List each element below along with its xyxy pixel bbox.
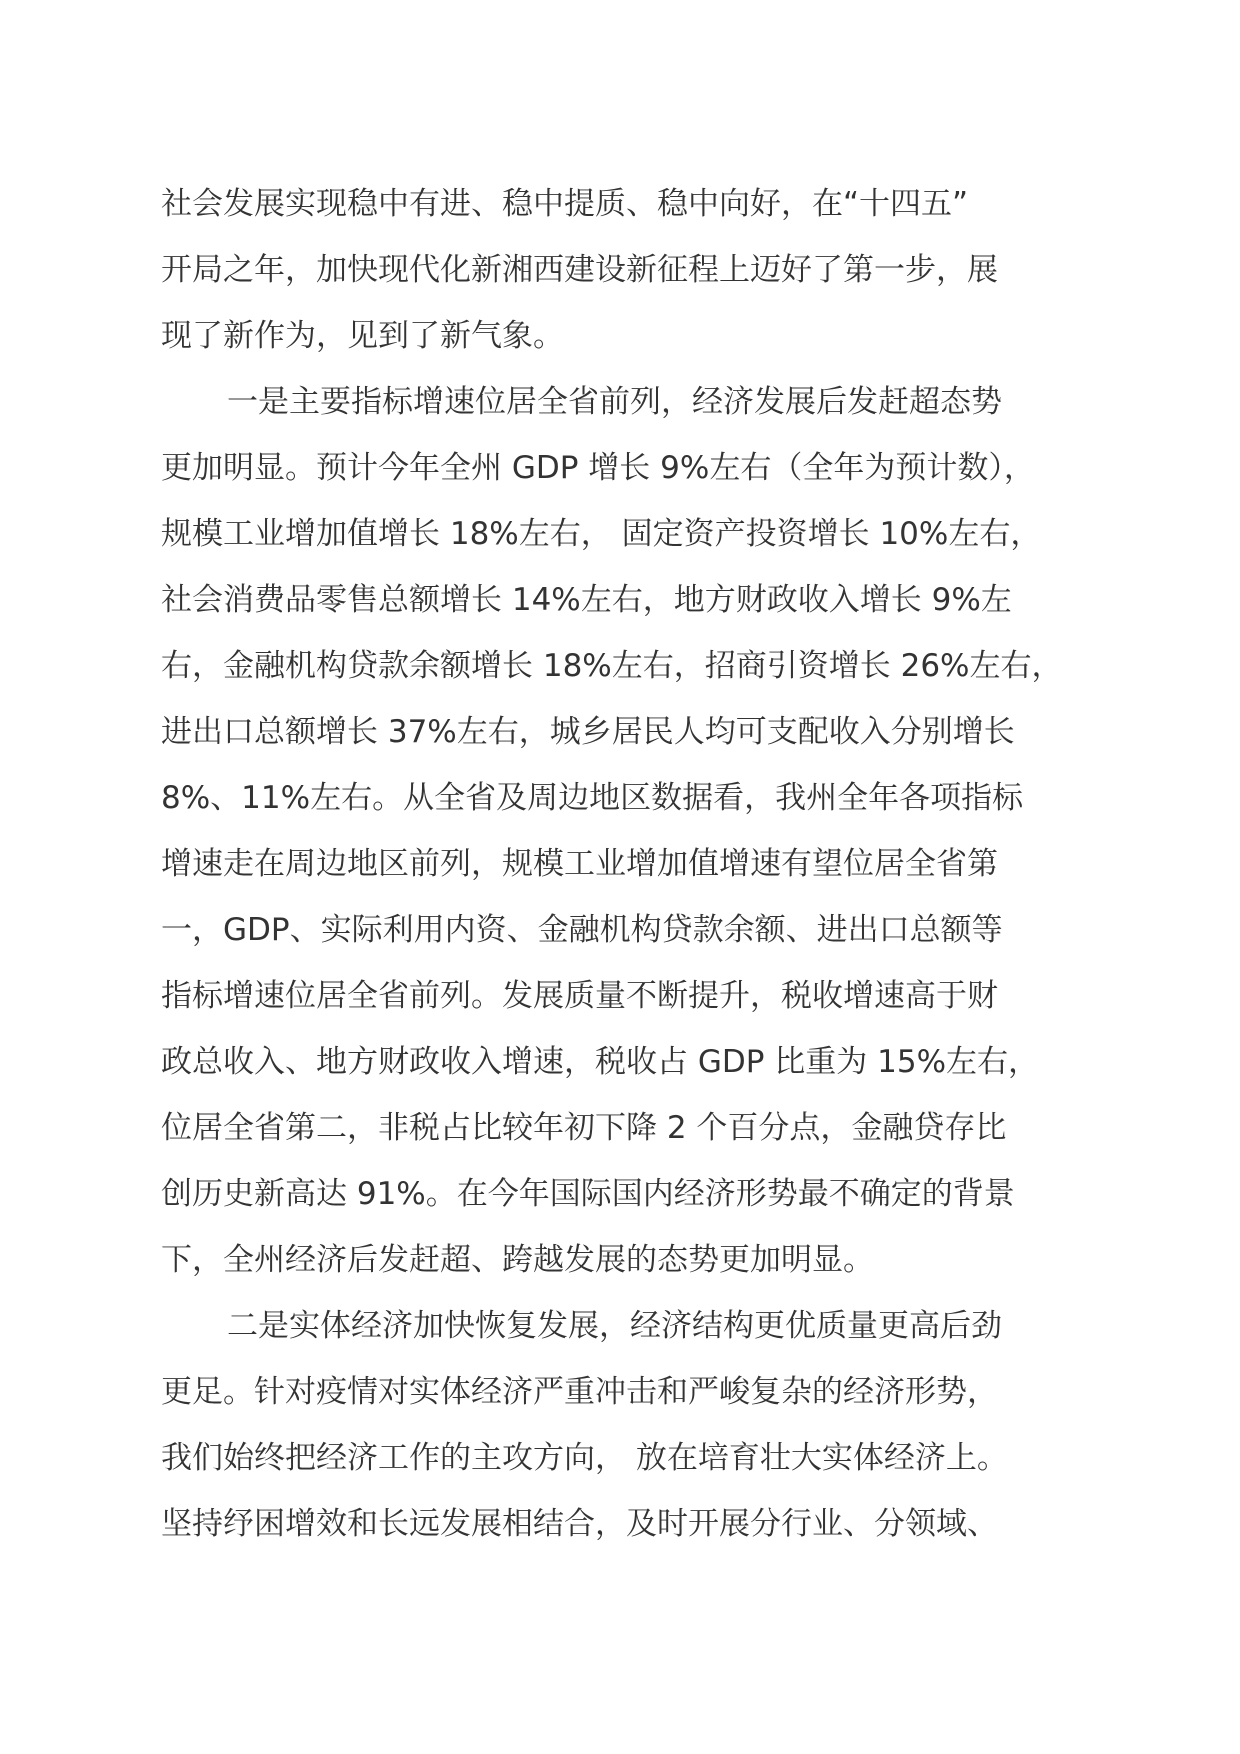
text-line: 社会发展实现稳中有进、稳中提质、稳中向好，在“十四五” (161, 186, 969, 222)
text-line: 开局之年，加快现代化新湘西建设新征程上迈好了第一步，展 (161, 252, 998, 288)
text-line: 我们始终把经济工作的主攻方向， 放在培育壮大实体经济上。 (161, 1440, 1008, 1476)
text-line: 规模工业增加值增长 18%左右， 固定资产投资增长 10%左右， (161, 516, 1042, 552)
text-line: 现了新作为，见到了新气象。 (161, 318, 564, 354)
paragraph-first-line: 一是主要指标增速位居全省前列，经济发展后发赶超态势 (227, 384, 1002, 420)
text-line: 更加明显。预计今年全州 GDP 增长 9%左右（全年为预计数）， (161, 450, 1035, 486)
text-line: 一，GDP、实际利用内资、金融机构贷款余额、进出口总额等 (161, 912, 1003, 948)
text-line: 政总收入、地方财政收入增速，税收占 GDP 比重为 15%左右， (161, 1044, 1040, 1080)
text-line: 社会消费品零售总额增长 14%左右，地方财政收入增长 9%左 (161, 582, 1012, 618)
text-line: 位居全省第二，非税占比较年初下降 2 个百分点，金融贷存比 (161, 1110, 1007, 1146)
text-line: 8%、11%左右。从全省及周边地区数据看，我州全年各项指标 (161, 780, 1024, 816)
text-line: 创历史新高达 91%。在今年国际国内经济形势最不确定的背景 (161, 1176, 1015, 1212)
text-line: 指标增速位居全省前列。发展质量不断提升，税收增速高于财 (161, 978, 998, 1014)
body-text (161, 171, 1121, 1557)
paragraph-first-line: 二是实体经济加快恢复发展，经济结构更优质量更高后劲 (227, 1308, 1002, 1344)
text-line: 进出口总额增长 37%左右，城乡居民人均可支配收入分别增长 (161, 714, 1015, 750)
text-line: 增速走在周边地区前列，规模工业增加值增速有望位居全省第 (161, 846, 998, 882)
text-line: 坚持纾困增效和长远发展相结合，及时开展分行业、分领域、 (161, 1506, 998, 1542)
text-line: 更足。针对疫情对实体经济严重冲击和严峻复杂的经济形势， (161, 1374, 998, 1410)
text-line: 右，金融机构贷款余额增长 18%左右，招商引资增长 26%左右， (161, 648, 1063, 684)
text-line: 下，全州经济后发赶超、跨越发展的态势更加明显。 (161, 1242, 874, 1278)
